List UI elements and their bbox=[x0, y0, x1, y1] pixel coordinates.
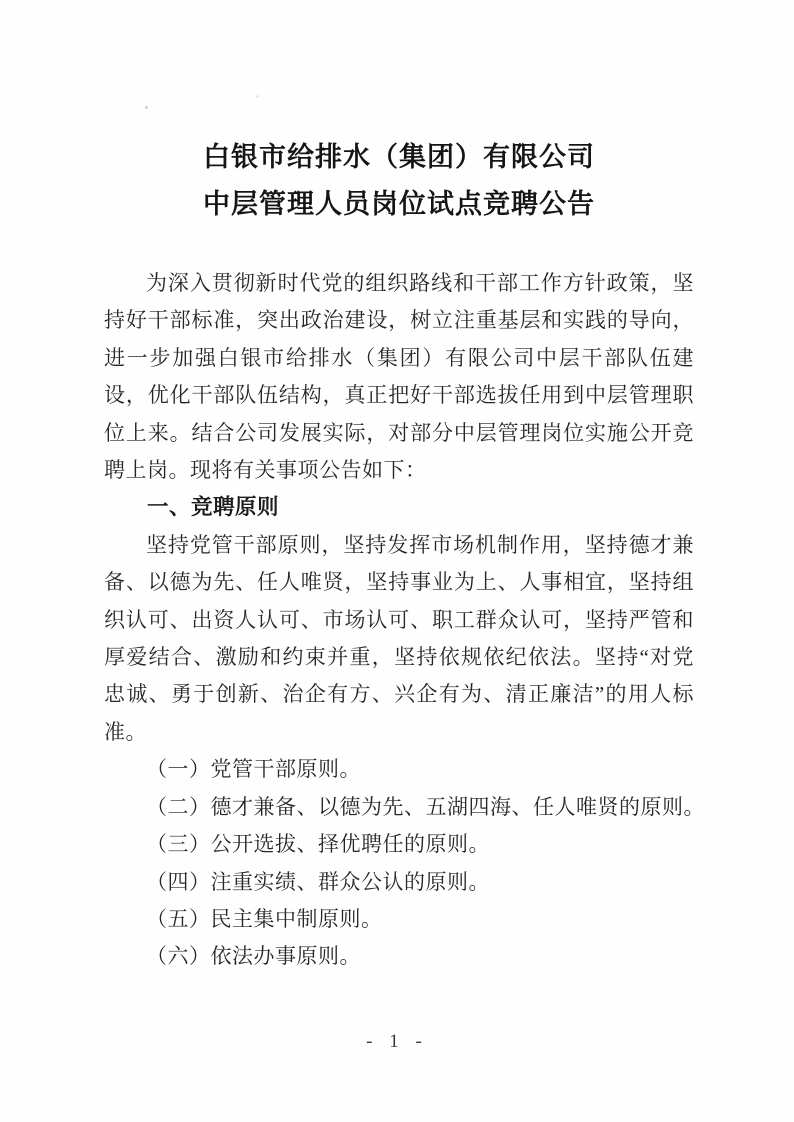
principle-item-6: （六）依法办事原则。 bbox=[146, 944, 361, 969]
principle-item-5: （五）民主集中制原则。 bbox=[146, 906, 383, 931]
document-content bbox=[104, 0, 705, 976]
principle-item-3: （三）公开选拔、择优聘任的原则。 bbox=[146, 832, 490, 857]
document-title bbox=[104, 134, 694, 228]
principle-item-2: （二）德才兼备、以德为先、五湖四海、任人唯贤的原则。 bbox=[146, 794, 705, 819]
document-title-line-2: 中层管理人员岗位试点竞聘公告 bbox=[203, 189, 595, 219]
principle-item-1: （一）党管干部原则。 bbox=[146, 757, 361, 782]
page-number: - 1 - bbox=[366, 1031, 428, 1052]
document-title-line-1: 白银市给排水（集团）有限公司 bbox=[203, 142, 595, 172]
principle-item-4: （四）注重实绩、群众公认的原则。 bbox=[146, 869, 490, 894]
section-heading-principles: 一、竞聘原则 bbox=[147, 495, 280, 520]
principles-paragraph: 坚持党管干部原则，坚持发挥市场机制作用，坚持德才兼备、以德为先、任人唯贤，坚持事业为上、人事相宜，坚持组织认可、出资人认可、市场认可、职工群众认可，坚持严管和厚爱结合、激励和约束并重，坚持依规依纪依法。坚持“对党忠诚、勇于创新、治企有方、兴企有为、清正廉洁”的用人标准。 bbox=[104, 532, 694, 744]
intro-paragraph: 为深入贯彻新时代党的组织路线和干部工作方针政策，坚持好干部标准，突出政治建设，树立注重基层和实践的导向，进一步加强白银市给排水（集团）有限公司中层干部队伍建设，优化干部队伍结构，真正把好干部选拔任用到中层管理职位上来。结合公司发展实际，对部分中层管理岗位实施公开竞聘上岗。现将有关事项公告如下： bbox=[104, 271, 694, 483]
